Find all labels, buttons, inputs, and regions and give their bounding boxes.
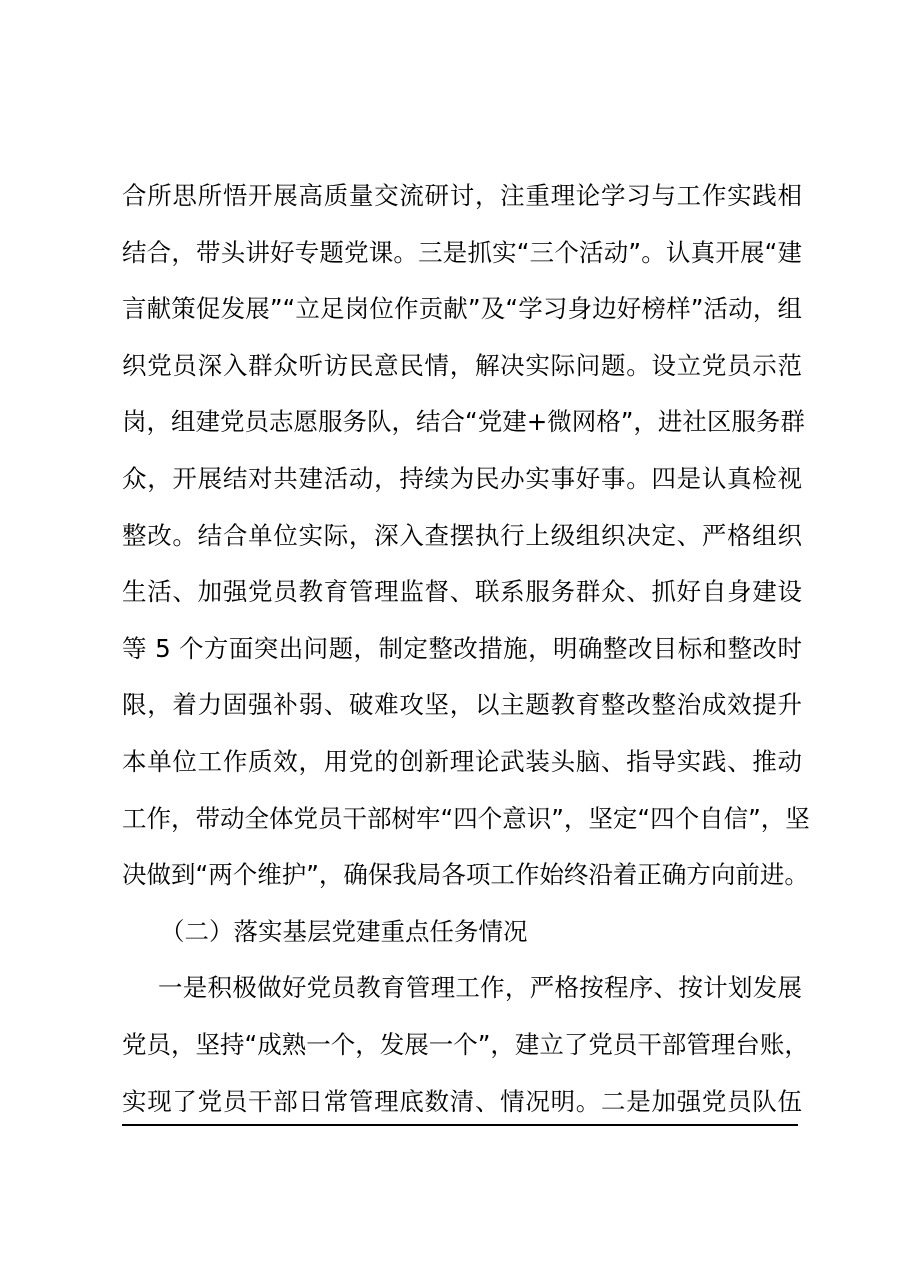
paragraph-line: 生活、加强党员教育管理监督、联系服务群众、抓好自身建设 — [122, 577, 802, 607]
paragraph-line: 实现了党员干部日常管理底数清、情况明。二是加强党员队伍 — [122, 1086, 802, 1116]
paragraph-line: 结合，带头讲好专题党课。三是抓实“三个活动”。认真开展“建 — [122, 237, 802, 267]
paragraph-line: 合所思所悟开展高质量交流研讨，注重理论学习与工作实践相 — [122, 181, 802, 210]
paragraph-line: 织党员深入群众听访民意民情，解决实际问题。设立党员示范 — [122, 350, 802, 380]
paragraph-line: 整改。结合单位实际，深入查摆执行上级组织决定、严格组织 — [122, 520, 802, 550]
paragraph-line: 一是积极做好党员教育管理工作，严格按程序、按计划发展 — [158, 973, 802, 1003]
paragraph-line: 岗，组建党员志愿服务队，结合“党建+微网格”，进社区服务群 — [122, 407, 805, 437]
paragraph-line: 等 5 个方面突出问题，制定整改措施，明确整改目标和整改时 — [122, 633, 802, 663]
section-heading: （二）落实基层党建重点任务情况 — [160, 916, 528, 946]
paragraph-line: 党员，坚持“成熟一个，发展一个”，建立了党员干部管理台账， — [122, 1029, 809, 1059]
paragraph-line: 言献策促发展”“立足岗位作贡献”及“学习身边好榜样”活动，组 — [122, 294, 802, 324]
paragraph-line: 限，着力固强补弱、破难攻坚，以主题教育整改整治成效提升 — [122, 690, 802, 720]
bottom-rule — [122, 1124, 798, 1126]
paragraph-line: 决做到“两个维护”，确保我局各项工作始终沿着正确方向前进。 — [122, 860, 809, 890]
paragraph-line: 工作，带动全体党员干部树牢“四个意识”，坚定“四个自信”，坚 — [122, 803, 810, 833]
document-body — [122, 176, 810, 1138]
paragraph-line: 众，开展结对共建活动，持续为民办实事好事。四是认真检视 — [122, 463, 802, 493]
paragraph-line: 本单位工作质效，用党的创新理论武装头脑、指导实践、推动 — [122, 746, 802, 776]
